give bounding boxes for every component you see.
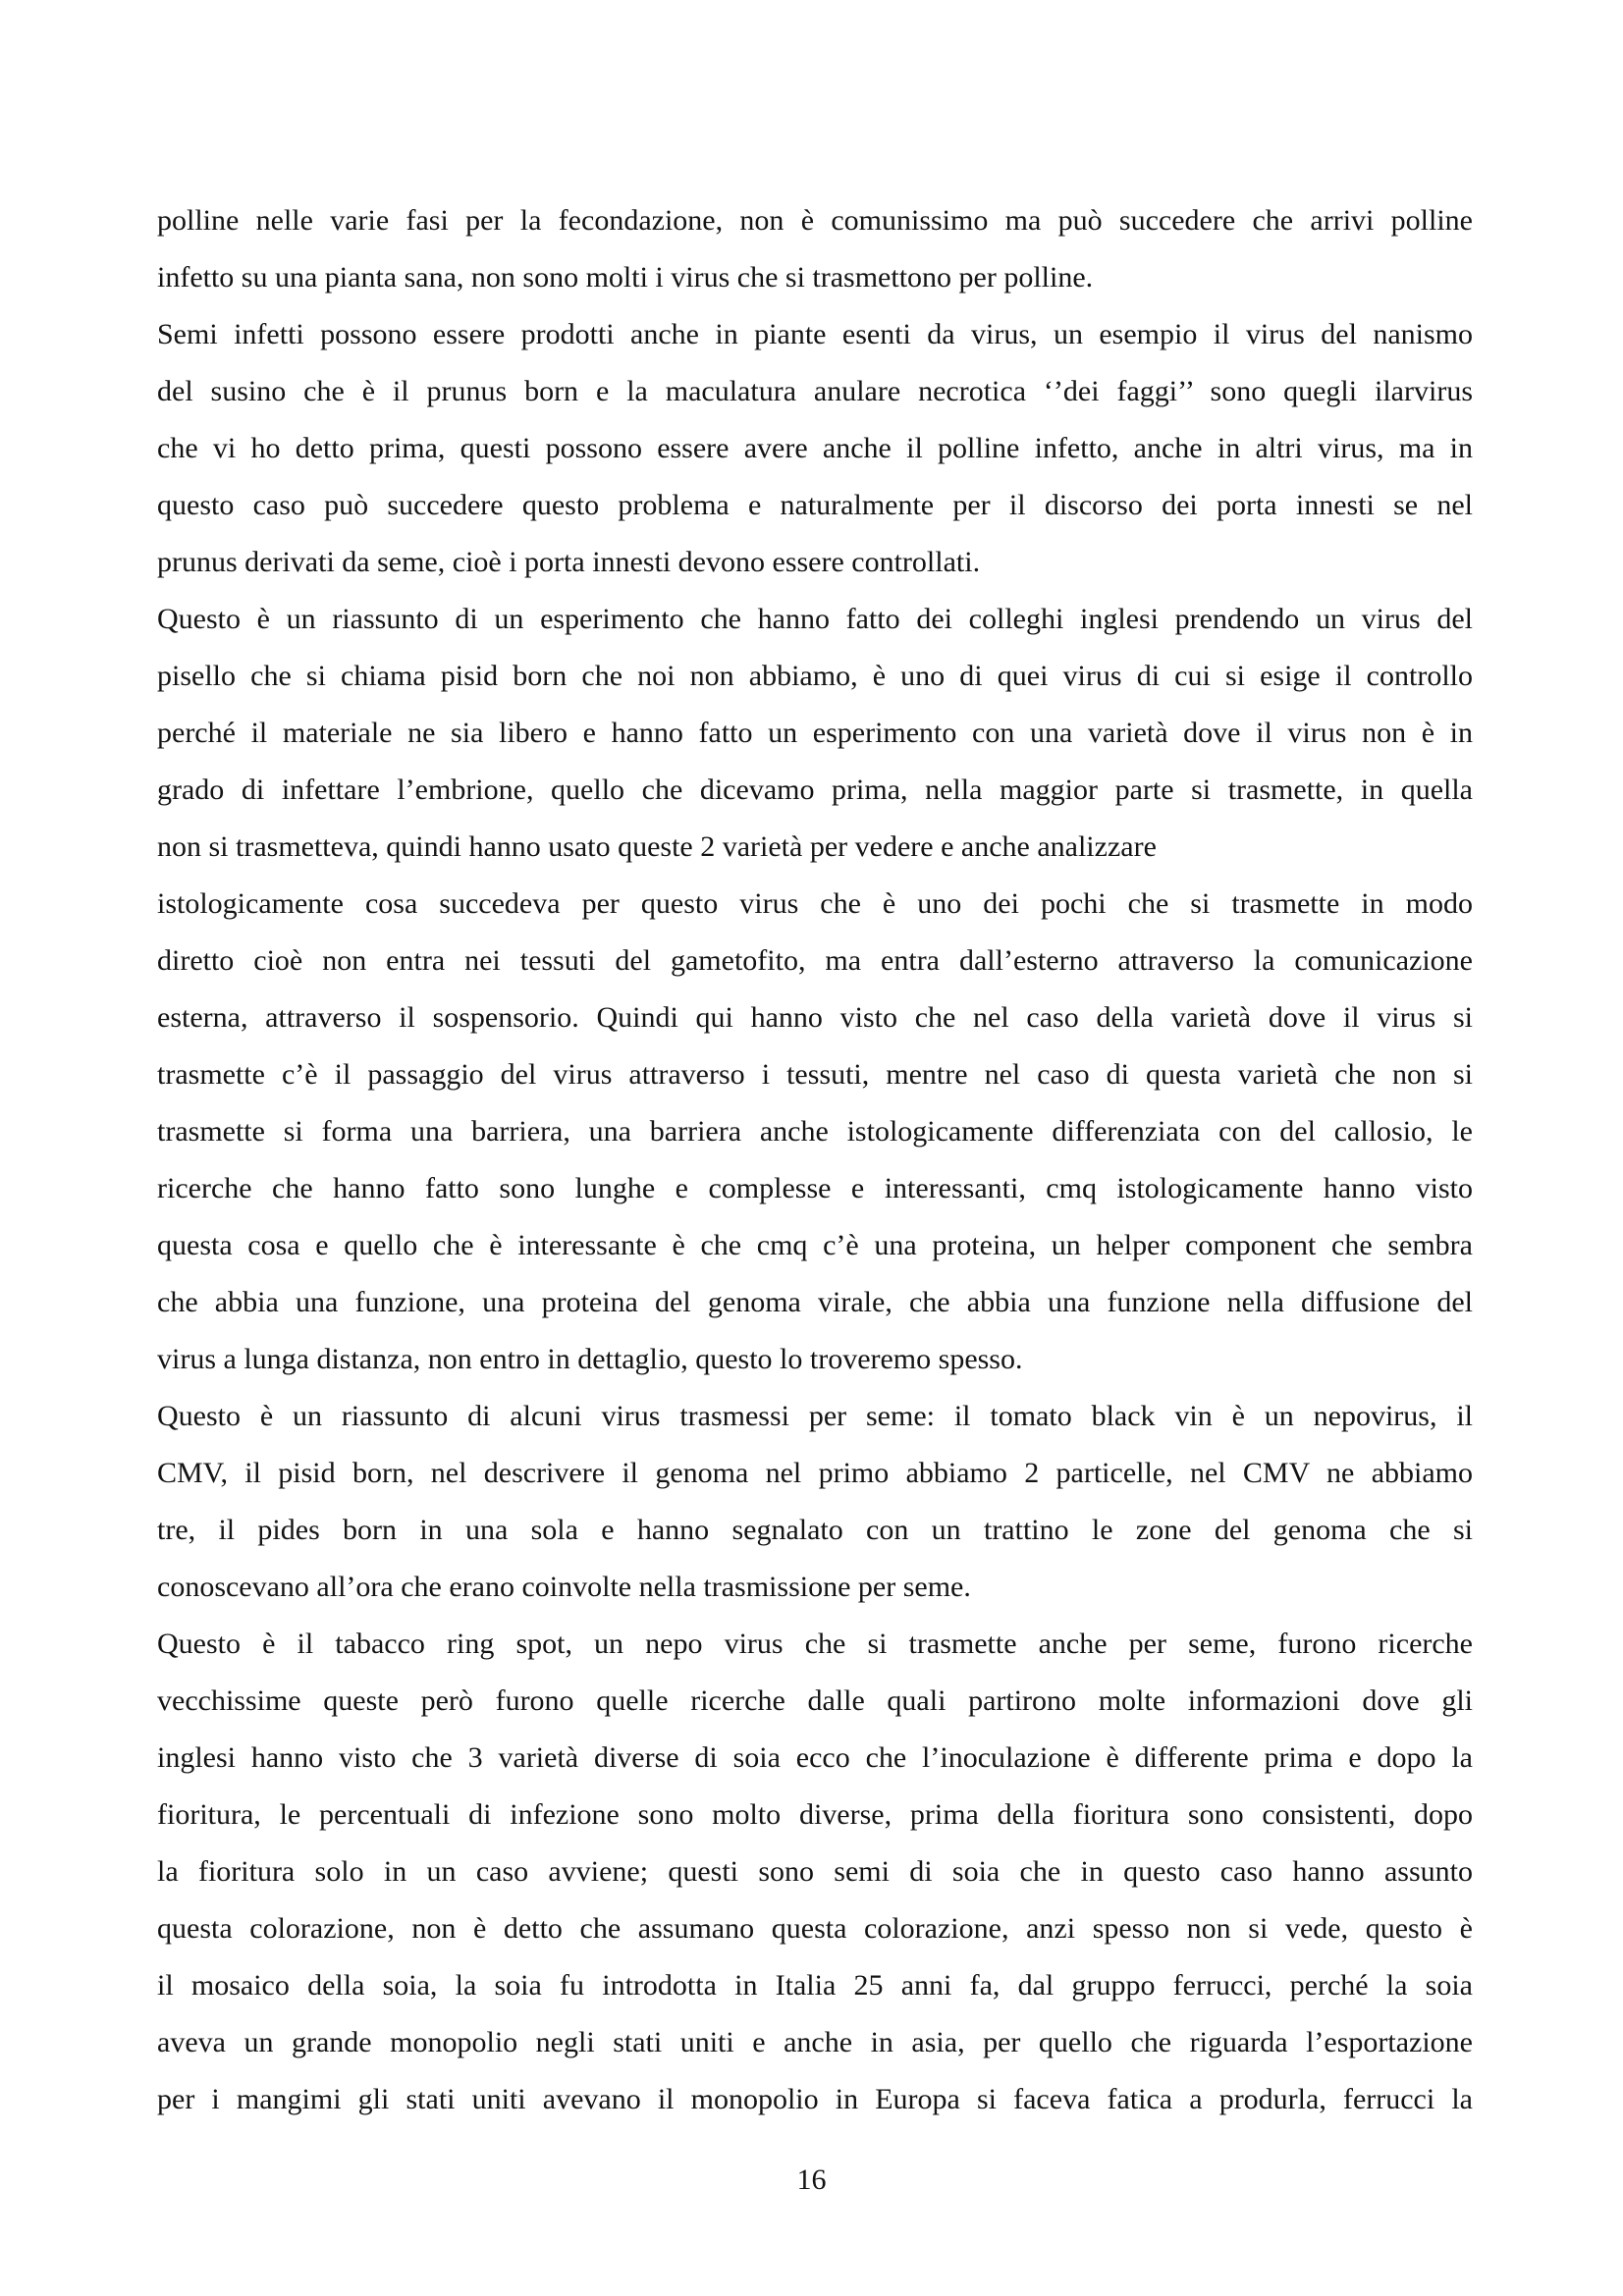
text-line: questo caso può succedere questo problema e naturalmente per il discorso dei porta innesti se nel	[157, 489, 1473, 521]
text-line: per i mangimi gli stati uniti avevano il monopolio in Europa si faceva fatica a produrla, ferrucci la	[157, 2083, 1473, 2115]
text-line: Questo è il tabacco ring spot, un nepo virus che si trasmette anche per seme, furono ricerche	[157, 1628, 1473, 1660]
text-line: inglesi hanno visto che 3 varietà diverse di soia ecco che l’inoculazione è differente prima e dopo la	[157, 1741, 1473, 1774]
text-line: Questo è un riassunto di un esperimento che hanno fatto dei colleghi inglesi prendendo un virus del	[157, 603, 1473, 635]
text-line: grado di infettare l’embrione, quello che dicevamo prima, nella maggior parte si trasmette, in quella	[157, 774, 1473, 806]
text-line: questa cosa e quello che è interessante è che cmq c’è una proteina, un helper component che sembra	[157, 1229, 1473, 1261]
text-line: che vi ho detto prima, questi possono essere avere anche il polline infetto, anche in altri virus, ma in	[157, 432, 1473, 464]
text-line: infetto su una pianta sana, non sono molti i virus che si trasmettono per polline.	[157, 261, 1094, 294]
text-line: questa colorazione, non è detto che assumano questa colorazione, anzi spesso non si vede, questo è	[157, 1912, 1473, 1945]
text-line: CMV, il pisid born, nel descrivere il genoma nel primo abbiamo 2 particelle, nel CMV ne abbiamo	[157, 1457, 1473, 1489]
text-line: non si trasmetteva, quindi hanno usato queste 2 varietà per vedere e anche analizzare	[157, 830, 1157, 863]
text-line: diretto cioè non entra nei tessuti del gametofito, ma entra dall’esterno attraverso la comunicazione	[157, 944, 1473, 977]
text-line: trasmette c’è il passaggio del virus attraverso i tessuti, mentre nel caso di questa varietà che non si	[157, 1058, 1473, 1091]
text-line: esterna, attraverso il sospensorio. Quindi qui hanno visto che nel caso della varietà dove il virus si	[157, 1001, 1473, 1034]
text-line: la fioritura solo in un caso avviene; questi sono semi di soia che in questo caso hanno assunto	[157, 1855, 1473, 1888]
text-line: fioritura, le percentuali di infezione sono molto diverse, prima della fioritura sono consistenti, dopo	[157, 1798, 1473, 1831]
text-line: virus a lunga distanza, non entro in dettaglio, questo lo troveremo spesso.	[157, 1343, 1023, 1375]
text-line: aveva un grande monopolio negli stati uniti e anche in asia, per quello che riguarda l’esportazione	[157, 2026, 1473, 2058]
text-line: vecchissime queste però furono quelle ricerche dalle quali partirono molte informazioni dove gli	[157, 1684, 1473, 1717]
text-line: prunus derivati da seme, cioè i porta innesti devono essere controllati.	[157, 546, 981, 578]
text-line: ricerche che hanno fatto sono lunghe e complesse e interessanti, cmq istologicamente hanno visto	[157, 1172, 1473, 1204]
text-line: istologicamente cosa succedeva per questo virus che è uno dei pochi che si trasmette in modo	[157, 887, 1473, 920]
text-line: che abbia una funzione, una proteina del genoma virale, che abbia una funzione nella diffusione del	[157, 1286, 1473, 1318]
text-line: Questo è un riassunto di alcuni virus trasmessi per seme: il tomato black vin è un nepovirus, il	[157, 1400, 1473, 1432]
text-line: perché il materiale ne sia libero e hanno fatto un esperimento con una varietà dove il virus non è in	[157, 717, 1473, 749]
text-line: il mosaico della soia, la soia fu introdotta in Italia 25 anni fa, dal gruppo ferrucci, perché la soia	[157, 1969, 1473, 2002]
text-line: polline nelle varie fasi per la fecondazione, non è comunissimo ma può succedere che arrivi polline	[157, 204, 1473, 237]
text-line: conoscevano all’ora che erano coinvolte nella trasmissione per seme.	[157, 1571, 971, 1603]
text-line: trasmette si forma una barriera, una barriera anche istologicamente differenziata con del callosio, le	[157, 1115, 1473, 1148]
page-number: 16	[796, 2163, 827, 2196]
text-line: Semi infetti possono essere prodotti anche in piante esenti da virus, un esempio il virus del nanismo	[157, 318, 1473, 350]
text-line: pisello che si chiama pisid born che noi non abbiamo, è uno di quei virus di cui si esige il controllo	[157, 660, 1473, 692]
text-line: del susino che è il prunus born e la maculatura anulare necrotica ‘’dei faggi’’ sono quegli ilarvirus	[157, 375, 1473, 407]
text-line: tre, il pides born in una sola e hanno segnalato con un trattino le zone del genoma che si	[157, 1514, 1473, 1546]
body-text	[157, 192, 1473, 2128]
